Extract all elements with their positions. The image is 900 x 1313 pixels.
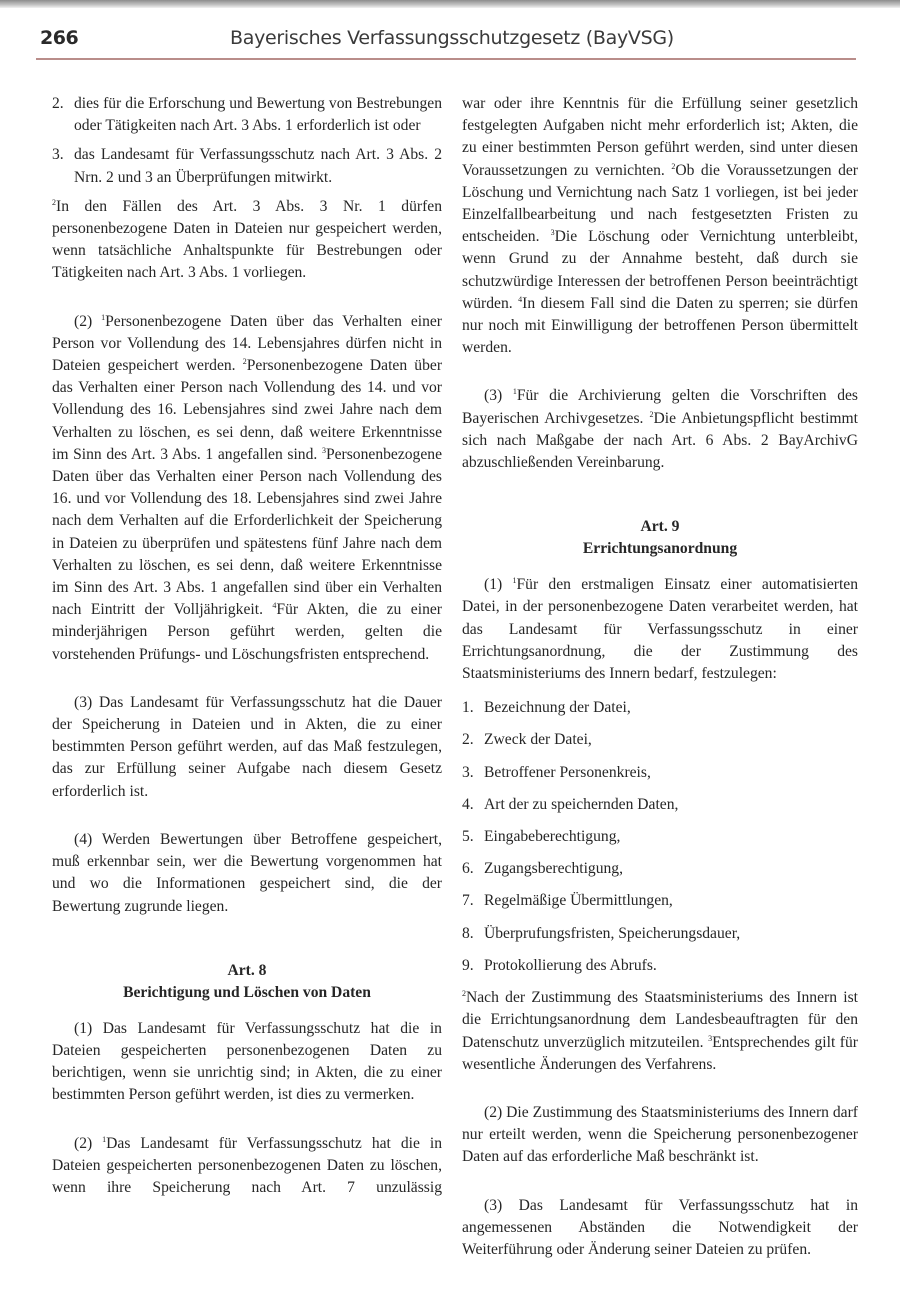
paragraph-3: (3) Das Landesamt für Verfassungsschutz hat die Dauer der Speicherung in Dateien und in Akten, die zu einer bestimmten Person geführt werden, auf das Maß festzulegen, das zur Erfüllung seiner Aufgabe nach diesem Gesetz erforderlich ist. [52,693,442,800]
list-item: 2. dies für die Erforschung und Bewertung von Bestrebungen oder Tätigkeiten nach Art. 3 Abs. 1 erforderlich ist oder [52,95,442,135]
art8-paragraph-2: (2) $^1$Das Landesamt für Verfassungsschutz hat die in Dateien gespeicherten personenbezogenen Daten zu löschen, wenn ihre Speicherung nach Art. 7 unzulässig [52,1134,442,1196]
paragraph-4: (4) Werden Bewertungen über Betroffene gespeichert, muß erkennbar sein, wer die Bewertung vorgenommen hat und wo die Informationen gespeichert sind, die der Bewertung zugrunde liegen. [52,830,443,915]
article-number: Art. 9 [640,518,680,536]
list-item: 2. Zweck der Datei, [462,731,592,749]
list-item: 4. Art der zu speichernden Daten, [462,795,679,813]
article-9-heading [462,516,858,560]
article-number: Art. 8 [227,961,267,979]
list-item: 8. Überprufungsfristen, Speicherungsdauer, [462,924,741,942]
article-8-heading [52,960,442,1004]
left-column [52,93,442,1199]
article-title: Berichtigung und Löschen von Daten [123,983,371,1001]
art9-paragraph-3: (3) Das Landesamt für Verfassungsschutz hat in angemessenen Abständen die Notwendigkeit der Weiterführung oder Änderung seiner Dateien zu prüfen. [462,1196,858,1258]
art9-paragraph-1: (1) $^1$Für den erstmaligen Einsatz einer automatisierten Datei, in der personenbezogene Daten verarbeitet werden, hat das Landesamt für Verfassungsschutz in einer Errichtungsanordnung, die der Zustimmung des Staatsministeriums des Innern bedarf, festzulegen: [462,576,858,683]
right-column [462,93,858,1261]
list-item: 1. Bezeichnung der Datei, [462,699,631,717]
list-item: 9. Protokollierung des Abrufs. [462,956,657,974]
art9-paragraph-2: (2) Die Zustimmung des Staatsministeriums des Innern darf nur erteilt werden, wenn die Speicherung personenbezogener Daten auf das erforderliche Maß beschränkt ist. [462,1103,858,1166]
article-title: Errichtungsanordnung [582,540,738,558]
list-item: 5. Eingabeberechtigung, [462,828,621,846]
list-item: 3. das Landesamt für Verfassungsschutz nach Art. 3 Abs. 2 Nrn. 2 und 3 an Überprüfungen mitwirkt. [52,146,442,186]
art8-paragraph-3: (3) $^1$Für die Archivierung gelten die Vorschriften des Bayerischen Archivgesetzes. $^2$Die Anbietungspflicht bestimmt sich nach Maßgabe der nach Art. 6 Abs. 2 BayArchivG abzuschließenden Vereinbarung. [462,387,858,472]
running-header [36,22,856,56]
scan-edge-shadow [0,0,900,8]
paragraph-2: (2) $^1$Personenbezogene Daten über das Verhalten einer Person vor Vollendung des 14. Lebensjahres dürfen nicht in Dateien gespeichert werden. $^2$Personenbezogene Daten über das Verhalten einer Person nach Vollendung des 14. und vor Vollendung des 16. Lebensjahres sind zwei Jahre nach dem Verhalten zu löschen, es sei denn, daß weitere Erkenntnisse im Sinn des Art. 3 Abs. 1 angefallen sind. $^3$Personenbezogene Daten über das Verhalten einer Person nach Vollendung des 16. und vor Vollendung des 18. Lebensjahres sind zwei Jahre nach dem Verhalten auf die Erforderlichkeit der Speicherung in Dateien zu überprüfen und spätestens fünf Jahre nach dem Verhalten zu löschen, es sei denn, daß weitere Erkenntnisse im Sinn des Art. 3 Abs. 1 angefallen sind über ein Verhalten nach Eintritt der Volljährigkeit. $^4$Für Akten, die zu einer minderjährigen Person geführt werden, gelten die vorstehenden Prüfungs- und Löschungsfristen entsprechend. [52,312,443,663]
page-number: 266 [40,27,79,49]
numbered-list-continuation [52,93,442,189]
sentence-2: $^2$In den Fällen des Art. 3 Abs. 3 Nr. 1 dürfen personenbezogene Daten in Dateien nur gespeichert werden, wenn tatsächliche Anhaltspunkte für Bestrebungen oder Tätigkeiten nach Art. 3 Abs. 1 vorliegen. [52,197,442,282]
errichtungsanordnung-list [462,697,858,977]
list-item: 6. Zugangsberechtigung, [462,860,624,878]
header-rule [36,58,856,60]
art8-paragraph-1: (1) Das Landesamt für Verfassungsschutz hat die in Dateien gespeicherten personenbezogenen Daten zu berichtigen, wenn sie unrichtig sind; in Akten, die zu einer bestimmten Person geführt werden, ist dies zu vermerken. [52,1019,442,1104]
running-title: Bayerisches Verfassungsschutzgesetz (BayVSG) [230,27,674,49]
list-item: 3. Betroffener Personenkreis, [462,763,651,781]
art8-paragraph-2-continued: war oder ihre Kenntnis für die Erfüllung seiner gesetzlich festgelegten Aufgaben nicht mehr erforderlich ist; Akten, die zu einer bestimmten Person geführt werden, sind unter diesen Voraussetzungen zu vernichten. $^2$Ob die Voraussetzungen der Löschung und Vernichtung nach Satz 1 vorliegen, ist bei jeder Einzelfallbearbeitung und nach festgesetzten Fristen zu entscheiden. $^3$Die Löschung oder Vernichtung unterbleibt, wenn Grund zu der Annahme besteht, daß durch sie schutzwürdige Interessen der betroffenen Person beeinträchtigt würden. $^4$In diesem Fall sind die Daten zu sperren; sie dürfen nur noch mit Einwilligung der betroffenen Person übermittelt werden. [462,95,858,357]
list-item: 7. Regelmäßige Übermittlungen, [462,892,673,910]
art9-after-list: $^2$Nach der Zustimmung des Staatsministeriums des Innern ist die Errichtungsanordnung dem Landesbeauftragten für den Datenschutz unverzüglich mitzuteilen. $^3$Entsprechendes gilt für wesentliche Änderungen des Verfahrens. [462,989,858,1073]
